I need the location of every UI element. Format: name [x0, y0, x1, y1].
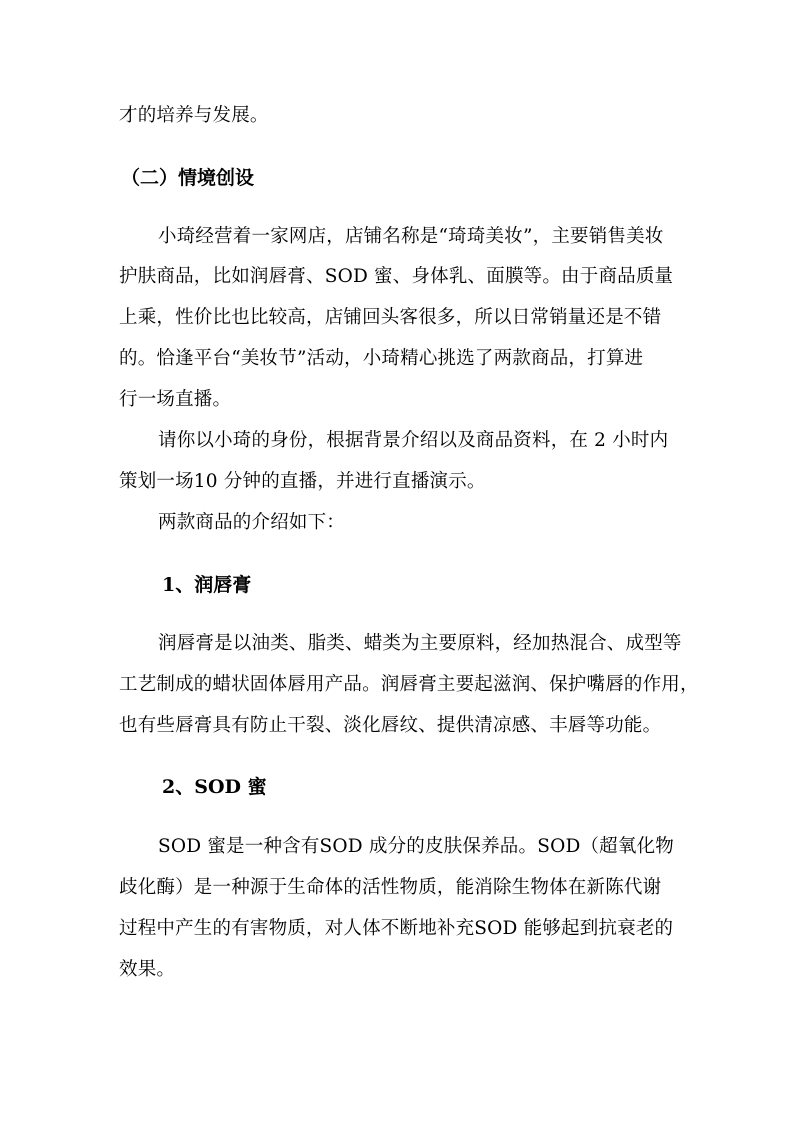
paragraph-2-line-1: 请你以小琦的身份，根据背景介绍以及商品资料，在 2 小时内 [158, 430, 669, 451]
paragraph-3: 两款商品的介绍如下： [158, 512, 346, 533]
section-heading: （二）情境创设 [121, 167, 255, 189]
item-1-heading: 1、润唇膏 [162, 574, 252, 596]
item-1-line-2: 工艺制成的蜡状固体唇用产品。润唇膏主要起滋润、保护嘴唇的作用， [119, 674, 699, 695]
item-2-line-3: 过程中产生的有害物质，对人体不断地补充SOD 能够起到抗衰老的 [119, 918, 674, 939]
paragraph-1-line-2: 护肤商品，比如润唇膏、SOD 蜜、身体乳、面膜等。由于商品质量 [119, 266, 674, 287]
item-1-line-1: 润唇膏是以油类、脂类、蜡类为主要原料，经加热混合、成型等 [158, 633, 682, 654]
paragraph-1-line-5: 行一场直播。 [119, 389, 232, 410]
item-2-line-4: 效果。 [119, 959, 176, 980]
paragraph-2-line-2: 策划一场10 分钟的直播，并进行直播演示。 [119, 471, 486, 492]
paragraph-1-line-4: 的。恰逢平台“美妆节”活动，小琦精心挑选了两款商品，打算进 [119, 348, 644, 369]
item-2-line-1: SOD 蜜是一种含有SOD 成分的皮肤保养品。SOD（超氧化物 [158, 836, 674, 857]
item-2-heading: 2、SOD 蜜 [162, 776, 267, 798]
paragraph-1-line-3: 上乘，性价比也比较高，店铺回头客很多，所以日常销量还是不错 [119, 307, 662, 328]
paragraph-1-line-1: 小琦经营着一家网店，店铺名称是“琦琦美妆”，主要销售美妆 [158, 226, 664, 247]
item-2-line-2: 歧化酶）是一种源于生命体的活性物质，能消除生物体在新陈代谢 [119, 877, 662, 898]
continuation-line: 才的培养与发展。 [119, 105, 269, 126]
item-1-line-3: 也有些唇膏具有防止干裂、淡化唇纹、提供清凉感、丰唇等功能。 [119, 715, 662, 736]
